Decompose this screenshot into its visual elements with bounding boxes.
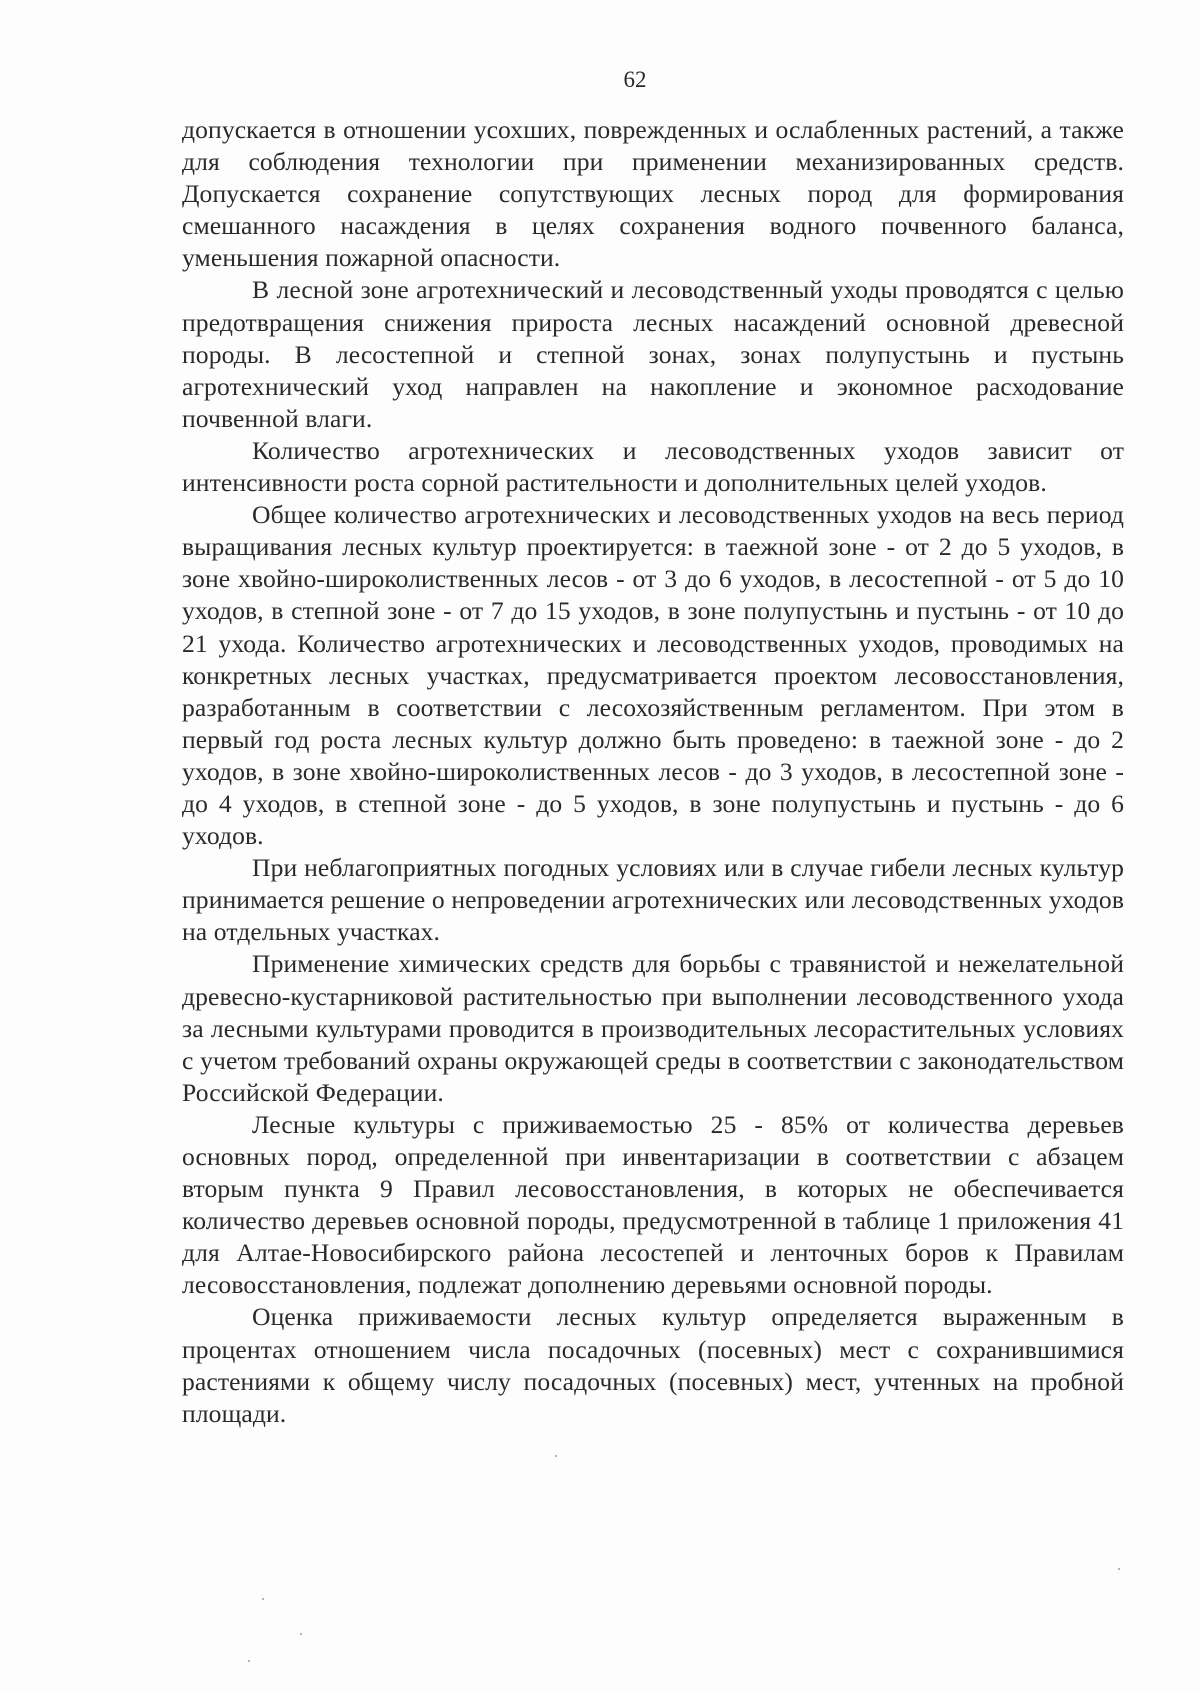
paragraph-care-count-factors: Количество агротехнических и лесоводственных уходов зависит от интенсивности роста сорной растительности и дополнительных целей уходов. bbox=[182, 435, 1124, 498]
document-body bbox=[182, 114, 1124, 1430]
scan-speckle bbox=[555, 1455, 557, 1457]
paragraph-forest-zone-care: В лесной зоне агротехнический и лесоводственный уходы проводятся с целью предотвращения снижения прироста лесных насаждений основной древесной породы. В лесостепной и степной зонах, зонах полупустынь и пустынь агротехнический уход направлен на накопление и экономное расходование почвенной влаги. bbox=[182, 275, 1124, 433]
scan-speckle bbox=[300, 1633, 302, 1635]
paragraph-unfavorable-weather: При неблагоприятных погодных условиях или в случае гибели лесных культур принимается решение о непроведении агротехнических или лесоводственных уходов на отдельных участках. bbox=[182, 853, 1124, 947]
scan-speckle bbox=[1118, 1568, 1120, 1570]
paragraph-continuation: допускается в отношении усохших, поврежденных и ослабленных растений, а также для соблюдения технологии при применении механизированных средств. Допускается сохранение сопутствующих лесных пород для формирования смешанного насаждения в целях сохранения водного почвенного баланса, уменьшения пожарной опасности. bbox=[182, 115, 1124, 273]
scan-speckle bbox=[262, 1598, 264, 1600]
paragraph-total-care-count: Общее количество агротехнических и лесоводственных уходов на весь период выращивания лесных культур проектируется: в таежной зоне - от 2 до 5 уходов, в зоне хвойно-широколиственных лесов - от 3 до 6 уходов, в лесостепной - от 5 до 10 уходов, в степной зоне - от 7 до 15 уходов, в зоне полупустынь и пустынь - от 10 до 21 ухода. Количество агротехнических и лесоводственных уходов, проводимых на конкретных лесных участках, предусматривается проектом лесовосстановления, разработанным в соответствии с лесохозяйственным регламентом. При этом в первый год роста лесных культур должно быть проведено: в таежной зоне - до 2 уходов, в зоне хвойно-широколиственных лесов - до 3 уходов, в лесостепной зоне - до 4 уходов, в степной зоне - до 5 уходов, в зоне полупустынь и пустынь - до 6 уходов. bbox=[182, 500, 1124, 851]
page-number: 62 bbox=[623, 67, 647, 92]
paragraph-survival-assessment: Оценка приживаемости лесных культур определяется выраженным в процентах отношением числа посадочных (посевных) мест с сохранившимися растениями к общему числу посадочных (посевных) мест, учтенных на пробной площади. bbox=[182, 1302, 1124, 1428]
paragraph-survival-rate: Лесные культуры с приживаемостью 25 - 85% от количества деревьев основных пород, определенной при инвентаризации в соответствии с абзацем вторым пункта 9 Правил лесовосстановления, в которых не обеспечивается количество деревьев основной породы, предусмотренной в таблице 1 приложения 41 для Алтае-Новосибирского района лесостепей и ленточных боров к Правилам лесовосстановления, подлежат дополнению деревьями основной породы. bbox=[182, 1109, 1124, 1300]
paragraph-chemical-agents: Применение химических средств для борьбы с травянистой и нежелательной древесно-кустарниковой растительностью при выполнении лесоводственного ухода за лесными культурами проводится в производительных лесорастительных условиях с учетом требований охраны окружающей среды в соответствии с законодательством Российской Федерации. bbox=[182, 949, 1124, 1107]
scan-speckle bbox=[248, 1660, 250, 1662]
